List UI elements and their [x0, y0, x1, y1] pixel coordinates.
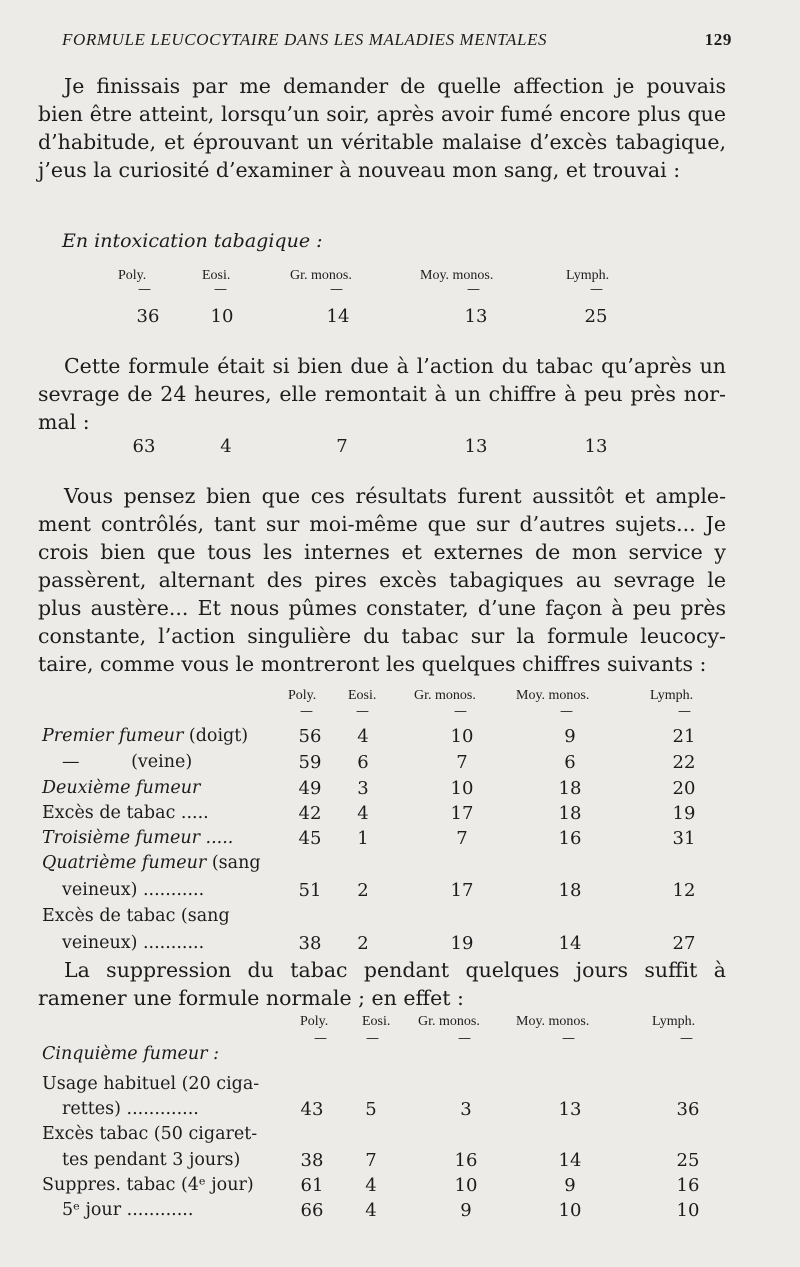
row-label: Excès tabac (50 cigaret-: [42, 1124, 258, 1144]
col-moy-monos: Moy. monos.: [516, 688, 590, 703]
row-label: 5ᵉ jour ............: [62, 1200, 194, 1220]
table-cell: 49: [298, 778, 322, 799]
table-cell: 21: [672, 726, 696, 747]
row-label: veineux) ...........: [62, 880, 205, 900]
running-header: [62, 30, 732, 50]
table-cell: 25: [676, 1150, 700, 1171]
dash: —: [138, 282, 151, 297]
dash: —: [330, 282, 343, 297]
table-cell: 4: [365, 1200, 377, 1221]
dash: —: [458, 1031, 471, 1046]
table-cell: 43: [300, 1099, 324, 1120]
table-cell: 10: [450, 726, 474, 747]
table-cell: 16: [676, 1175, 700, 1196]
table-cell: 14: [326, 306, 350, 327]
table-cell: 2: [357, 880, 369, 901]
table-cell: 66: [300, 1200, 324, 1221]
table-cell: 4: [365, 1175, 377, 1196]
dash: —: [356, 704, 369, 719]
col-lymph: Lymph.: [652, 1014, 696, 1029]
table-cell: 6: [357, 752, 369, 773]
table-cell: 63: [132, 436, 156, 457]
dash: —: [454, 704, 467, 719]
section-cinquieme: Cinquième fumeur :: [42, 1044, 219, 1064]
table-cell: 27: [672, 933, 696, 954]
table-cell: 9: [460, 1200, 472, 1221]
table-cell: 1: [357, 828, 369, 849]
table-cell: 25: [584, 306, 608, 327]
table-cell: 10: [558, 1200, 582, 1221]
row-label: Troisième fumeur .....: [42, 828, 234, 848]
dash: —: [300, 704, 313, 719]
row-label: Deuxième fumeur: [42, 778, 201, 798]
table-cell: 18: [558, 778, 582, 799]
table-cell: 10: [676, 1200, 700, 1221]
table-cell: 61: [300, 1175, 324, 1196]
table-cell: 36: [676, 1099, 700, 1120]
dash: —: [678, 704, 691, 719]
table-cell: 17: [450, 803, 474, 824]
dash: —: [590, 282, 603, 297]
table-cell: 6: [564, 752, 576, 773]
table-cell: 13: [584, 436, 608, 457]
col-lymph: Lymph.: [566, 268, 610, 283]
table-cell: 10: [210, 306, 234, 327]
table-cell: 19: [450, 933, 474, 954]
dash: —: [562, 1031, 575, 1046]
table-cell: 2: [357, 933, 369, 954]
table-cell: 4: [357, 803, 369, 824]
table-cell: 59: [298, 752, 322, 773]
row-label: — (veine): [62, 752, 193, 772]
table-cell: 7: [456, 752, 468, 773]
table-cell: 7: [336, 436, 348, 457]
col-lymph: Lymph.: [650, 688, 694, 703]
dash: —: [314, 1031, 327, 1046]
dash: —: [214, 282, 227, 297]
table-cell: 3: [460, 1099, 472, 1120]
table-cell: 45: [298, 828, 322, 849]
row-label: Usage habituel (20 ciga-: [42, 1074, 260, 1094]
col-gr-monos: Gr. monos.: [418, 1014, 480, 1029]
table-cell: 31: [672, 828, 696, 849]
table-cell: 19: [672, 803, 696, 824]
sevrage-paragraph: Cette formule était si bien due à l’action du tabac qu’après un sevrage de 24 heures, elle remontait à un chiffre à peu près nor- mal :: [38, 354, 726, 434]
table-cell: 10: [454, 1175, 478, 1196]
table-cell: 13: [464, 436, 488, 457]
row-label: Excès de tabac (sang: [42, 906, 230, 926]
row-label: Premier fumeur (doigt): [42, 726, 249, 746]
table-cell: 20: [672, 778, 696, 799]
col-eosi: Eosi.: [202, 268, 231, 283]
col-poly: Poly.: [288, 688, 317, 703]
col-gr-monos: Gr. monos.: [414, 688, 476, 703]
table-cell: 17: [450, 880, 474, 901]
table-cell: 18: [558, 880, 582, 901]
table-cell: 36: [136, 306, 160, 327]
table-cell: 56: [298, 726, 322, 747]
row-label: tes pendant 3 jours): [62, 1150, 241, 1170]
table-cell: 18: [558, 803, 582, 824]
table-cell: 13: [558, 1099, 582, 1120]
suppression-paragraph: La suppression du tabac pendant quelques jours suffit à ramener une formule normale ; en effet :: [38, 958, 726, 1010]
row-label: Suppres. tabac (4ᵉ jour): [42, 1175, 254, 1195]
col-moy-monos: Moy. monos.: [516, 1014, 590, 1029]
table-cell: 22: [672, 752, 696, 773]
row-label: rettes) .............: [62, 1099, 199, 1119]
col-eosi: Eosi.: [362, 1014, 391, 1029]
table-cell: 14: [558, 1150, 582, 1171]
table-cell: 42: [298, 803, 322, 824]
col-moy-monos: Moy. monos.: [420, 268, 494, 283]
table-cell: 51: [298, 880, 322, 901]
table-cell: 4: [220, 436, 232, 457]
table-cell: 10: [450, 778, 474, 799]
table-cell: 12: [672, 880, 696, 901]
running-title: FORMULE LEUCOCYTAIRE DANS LES MALADIES MENTALES: [62, 30, 548, 49]
dash: —: [680, 1031, 693, 1046]
section-intoxication: En intoxication tabagique :: [62, 230, 323, 252]
row-label: Excès de tabac .....: [42, 803, 209, 823]
col-poly: Poly.: [300, 1014, 329, 1029]
table-cell: 9: [564, 726, 576, 747]
row-label: Quatrième fumeur (sang: [42, 853, 261, 873]
col-poly: Poly.: [118, 268, 147, 283]
table-cell: 9: [564, 1175, 576, 1196]
table-cell: 7: [456, 828, 468, 849]
intro-paragraph: Je finissais par me demander de quelle affection je pouvais bien être atteint, lorsqu’un soir, après avoir fumé encore plus que d’habitude, et éprouvant un véritable malaise d’excès tabagique, j’eus la curiosité d’examiner à nouveau mon sang, et trouvai :: [38, 74, 726, 182]
table-cell: 4: [357, 726, 369, 747]
table-cell: 16: [558, 828, 582, 849]
table-cell: 38: [300, 1150, 324, 1171]
dash: —: [560, 704, 573, 719]
table-cell: 16: [454, 1150, 478, 1171]
table-cell: 7: [365, 1150, 377, 1171]
col-eosi: Eosi.: [348, 688, 377, 703]
table-cell: 5: [365, 1099, 377, 1120]
col-gr-monos: Gr. monos.: [290, 268, 352, 283]
controles-paragraph: Vous pensez bien que ces résultats furent aussitôt et ample- ment contrôlés, tant sur moi-même que sur d’autres sujets... Je crois bien que tous les internes et externes de mon service y passèrent, alternant des pires excès tabagiques au sevrage le plus austère... Et nous pûmes constater, d’une façon à peu près constante, l’action singulière du tabac sur la formule leucocy- taire, comme vous le montreront les quelques chiffres suivants :: [38, 484, 726, 676]
dash: —: [366, 1031, 379, 1046]
dash: —: [467, 282, 480, 297]
table-cell: 14: [558, 933, 582, 954]
row-label: veineux) ...........: [62, 933, 205, 953]
table-cell: 38: [298, 933, 322, 954]
page-number: 129: [704, 30, 732, 49]
table-cell: 3: [357, 778, 369, 799]
table-cell: 13: [464, 306, 488, 327]
